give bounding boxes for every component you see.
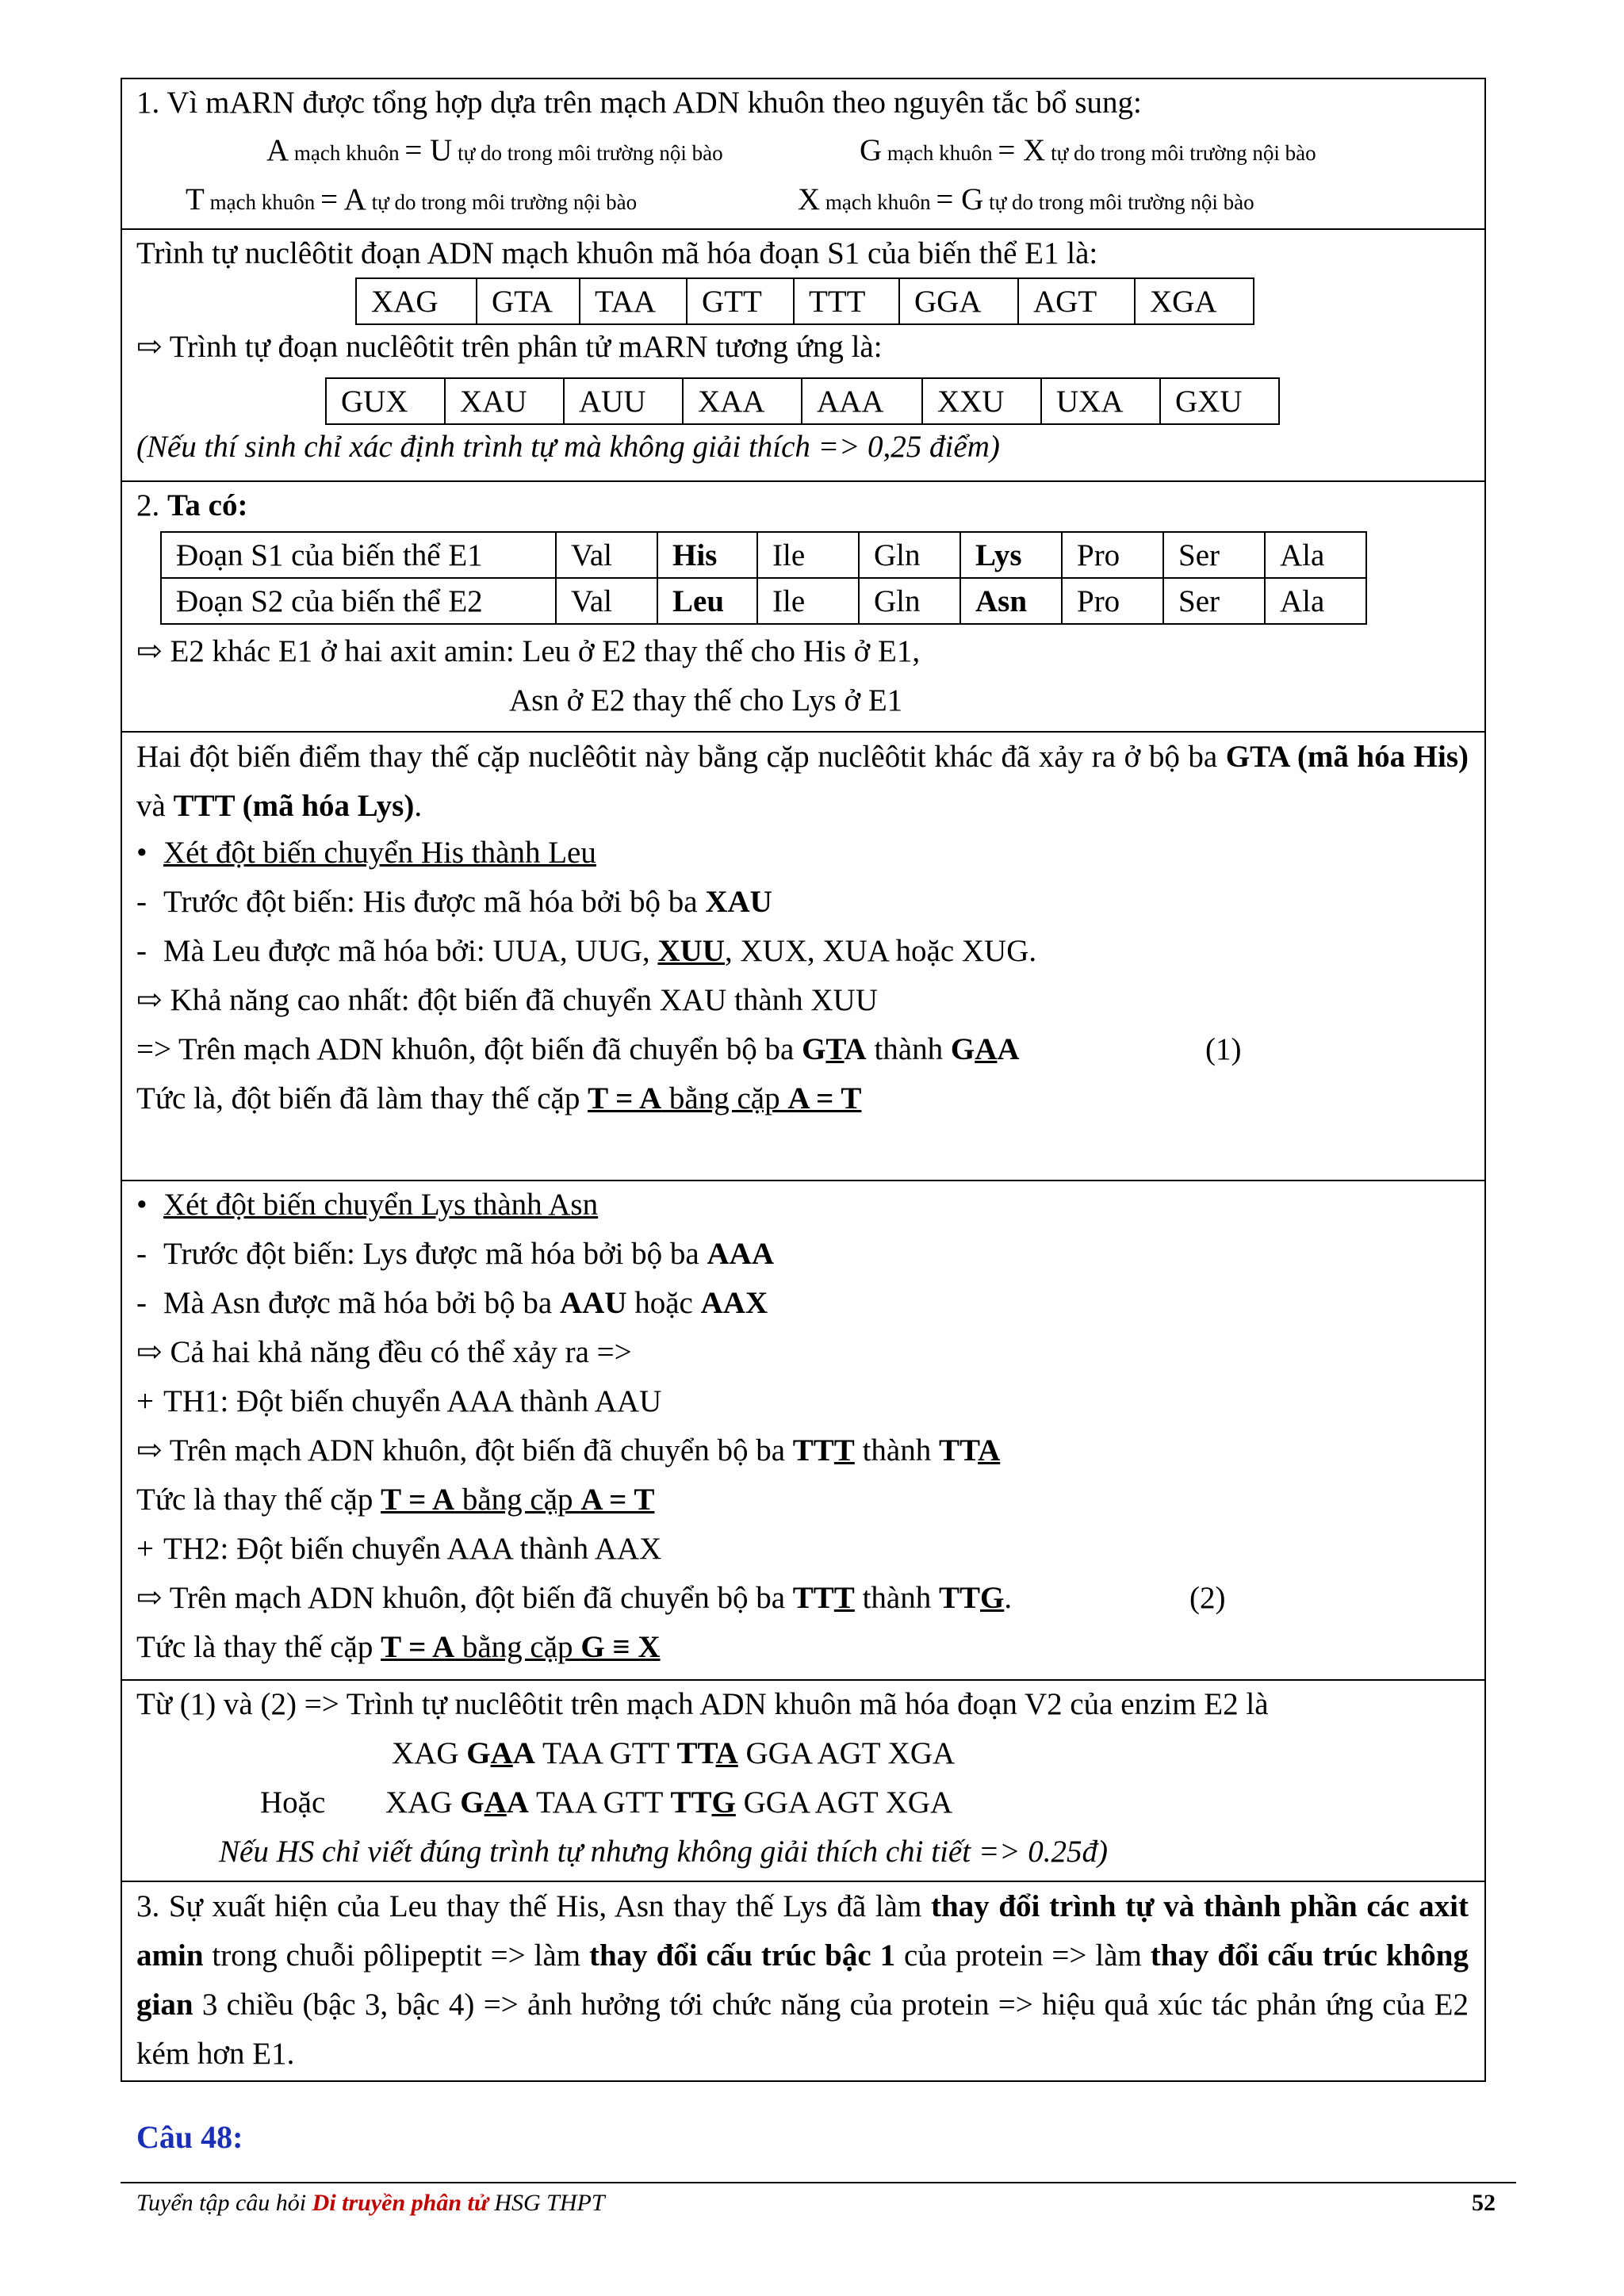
dna-codon: XGA — [1135, 278, 1254, 324]
comparison-line-1: ⇨ E2 khác E1 ở hai axit amin: Leu ở E2 thay thế cho His ở E1, — [136, 634, 921, 668]
mrna-codon: XAU — [445, 378, 564, 424]
row-label: Đoạn S1 của biến thể E1 — [161, 532, 556, 578]
amino-cell: Ala — [1265, 578, 1366, 624]
table-row — [161, 532, 1366, 578]
amino-cell: Gln — [859, 578, 960, 624]
section-his-to-leu — [122, 733, 1484, 1181]
mrna-codon: AAA — [802, 378, 922, 424]
amino-cell: Pro — [1062, 578, 1163, 624]
mrna-table — [325, 377, 1280, 425]
answer-table — [121, 78, 1486, 2082]
case-1-line: + TH1: Đột biến chuyển AAA thành AAU — [136, 1384, 662, 1418]
v2-sequence-2: XAG GAA TAA GTT TTG GGA AGT XGA — [385, 1785, 953, 1820]
bullet-icon: • — [136, 1188, 147, 1222]
mrna-codon: XXU — [922, 378, 1041, 424]
both-cases-line: ⇨ Cả hai khả năng đều có thể xảy ra => — [136, 1335, 632, 1369]
amino-cell: Lys — [960, 532, 1062, 578]
amino-cell: Val — [556, 532, 657, 578]
mrna-title: ⇨ Trình tự đoạn nuclêôtit trên phân tử mARN tương ứng là: — [136, 330, 883, 364]
amino-cell: Ala — [1265, 532, 1366, 578]
case-1-dna-change: ⇨ Trên mạch ADN khuôn, đột biến đã chuyển bộ ba TTT thành TTA — [136, 1433, 1001, 1468]
dna-codon: GTT — [687, 278, 794, 324]
row-label: Đoạn S2 của biến thể E2 — [161, 578, 556, 624]
his-codon-line: - Trước đột biến: His được mã hóa bởi bộ ba XAU — [136, 885, 772, 919]
dna-codon: TAA — [580, 278, 687, 324]
dna-codon: GTA — [477, 278, 580, 324]
rule-x-g: X mạch khuôn = G tự do trong môi trường nội bào — [798, 182, 1254, 216]
rule-intro: 1. Vì mARN được tổng hợp dựa trên mạch ADN khuôn theo nguyên tắc bổ sung: — [136, 86, 1142, 120]
rule-g-x: G mạch khuôn = X tự do trong môi trường nội bào — [860, 133, 1316, 167]
footer-title: Tuyển tập câu hỏi Di truyền phân tử HSG THPT — [136, 2190, 605, 2216]
bullet-icon: • — [136, 836, 147, 870]
amino-cell: Pro — [1062, 532, 1163, 578]
next-question-heading: Câu 48: — [136, 2119, 243, 2155]
section-v2-sequence — [122, 1681, 1484, 1882]
v2-intro: Từ (1) và (2) => Trình tự nuclêôtit trên mạch ADN khuôn mã hóa đoạn V2 của enzim E2 là — [136, 1687, 1269, 1721]
dna-codon: XAG — [356, 278, 477, 324]
section-sequences — [122, 230, 1484, 482]
arrow-icon: ⇨ — [136, 983, 163, 1017]
leu-codons-line: - Mà Leu được mã hóa bởi: UUA, UUG, XUU, XUX, XUA hoặc XUG. — [136, 934, 1037, 968]
mrna-codon: AUU — [564, 378, 683, 424]
scoring-note: (Nếu thí sinh chỉ xác định trình tự mà không giải thích => 0,25 điểm) — [136, 430, 1000, 464]
amino-cell: Leu — [657, 578, 757, 624]
footer-divider — [121, 2182, 1516, 2183]
mrna-codon: GXU — [1160, 378, 1279, 424]
amino-cell: His — [657, 532, 757, 578]
amino-acid-table — [160, 531, 1367, 625]
case-2-line: + TH2: Đột biến chuyển AAA thành AAX — [136, 1532, 662, 1566]
arrow-icon: ⇨ — [136, 1433, 163, 1468]
dna-change-1: => Trên mạch ADN khuôn, đột biến đã chuyển bộ ba GTA thành GAA — [136, 1032, 1020, 1066]
his-leu-heading: • Xét đột biến chuyển His thành Leu — [136, 834, 596, 872]
section-lys-to-asn — [122, 1181, 1484, 1681]
lys-asn-heading: • Xét đột biến chuyển Lys thành Asn — [136, 1186, 598, 1224]
comparison-line-2: Asn ở E2 thay thế cho Lys ở E1 — [509, 683, 903, 718]
lys-codon-line: - Trước đột biến: Lys được mã hóa bởi bộ ba AAA — [136, 1237, 774, 1271]
rule-t-a: T mạch khuôn = A tự do trong môi trường nội bào — [186, 182, 638, 216]
amino-cell: Asn — [960, 578, 1062, 624]
amino-cell: Val — [556, 578, 657, 624]
asn-codons-line: - Mà Asn được mã hóa bởi bộ ba AAU hoặc AAX — [136, 1286, 768, 1320]
dna-codon: AGT — [1018, 278, 1135, 324]
mutation-intro: Hai đột biến điểm thay thế cặp nuclêôtit này bằng cặp nuclêôtit khác đã xảy ra ở bộ ba GTA (mã hóa His) và TTT (mã hóa Lys). — [136, 740, 1469, 823]
amino-cell: Ile — [757, 532, 859, 578]
v2-sequence-1: XAG GAA TAA GTT TTA GGA AGT XGA — [392, 1736, 956, 1770]
rule-a-u: A mạch khuôn = U tự do trong môi trường nội bào — [266, 133, 723, 167]
case-2-dna-change: ⇨ Trên mạch ADN khuôn, đột biến đã chuyển bộ ba TTT thành TTG. — [136, 1581, 1013, 1615]
dna-sequence-title: Trình tự nuclêôtit đoạn ADN mạch khuôn mã hóa đoạn S1 của biến thể E1 là: — [136, 236, 1098, 270]
section-complementary-rule — [122, 79, 1484, 230]
section-2-heading: 2. Ta có: — [136, 488, 248, 522]
mrna-codon: UXA — [1041, 378, 1160, 424]
likely-line: ⇨ Khả năng cao nhất: đột biến đã chuyển XAU thành XUU — [136, 983, 878, 1017]
table-row — [161, 578, 1366, 624]
dna-template-table — [355, 277, 1254, 325]
arrow-icon: ⇨ — [136, 1335, 163, 1369]
consequence-paragraph: 3. Sự xuất hiện của Leu thay thế His, Asn thay thế Lys đã làm thay đổi trình tự và thành phần các axit amin trong chuỗi pôlipeptit => làm thay đổi cấu trúc bậc 1 của protein => làm thay đổi cấu trúc không gian 3 chiều (bậc 3, bậc 4) => ảnh hưởng tới chức năng của protein => hiệu quả xúc tác phản ứng của E2 kém hơn E1. — [136, 1889, 1469, 2071]
v2-scoring-note: Nếu HS chỉ viết đúng trình tự nhưng không giải thích chi tiết => 0.25đ) — [219, 1835, 1108, 1869]
section-consequence — [122, 1882, 1484, 2080]
amino-cell: Gln — [859, 532, 960, 578]
arrow-icon: ⇨ — [136, 1581, 163, 1615]
arrow-icon: ⇨ — [136, 634, 163, 668]
mrna-codon: GUX — [326, 378, 445, 424]
case-2-pair-change: Tức là thay thế cặp T = A bằng cặp G ≡ X — [136, 1630, 661, 1664]
amino-cell: Ser — [1163, 532, 1265, 578]
amino-cell: Ile — [757, 578, 859, 624]
or-label: Hoặc — [260, 1785, 326, 1820]
dna-codon: GGA — [899, 278, 1018, 324]
arrow-icon: ⇨ — [136, 330, 163, 364]
mrna-codon: XAA — [683, 378, 802, 424]
amino-cell: Ser — [1163, 578, 1265, 624]
ref-2: (2) — [1189, 1581, 1226, 1615]
case-1-pair-change: Tức là thay thế cặp T = A bằng cặp A = T — [136, 1483, 655, 1517]
pair-change-1: Tức là, đột biến đã làm thay thế cặp T = A bằng cặp A = T — [136, 1081, 862, 1115]
page-number: 52 — [1472, 2190, 1496, 2216]
ref-1: (1) — [1205, 1032, 1242, 1066]
dna-codon: TTT — [794, 278, 899, 324]
section-amino-acids — [122, 482, 1484, 733]
